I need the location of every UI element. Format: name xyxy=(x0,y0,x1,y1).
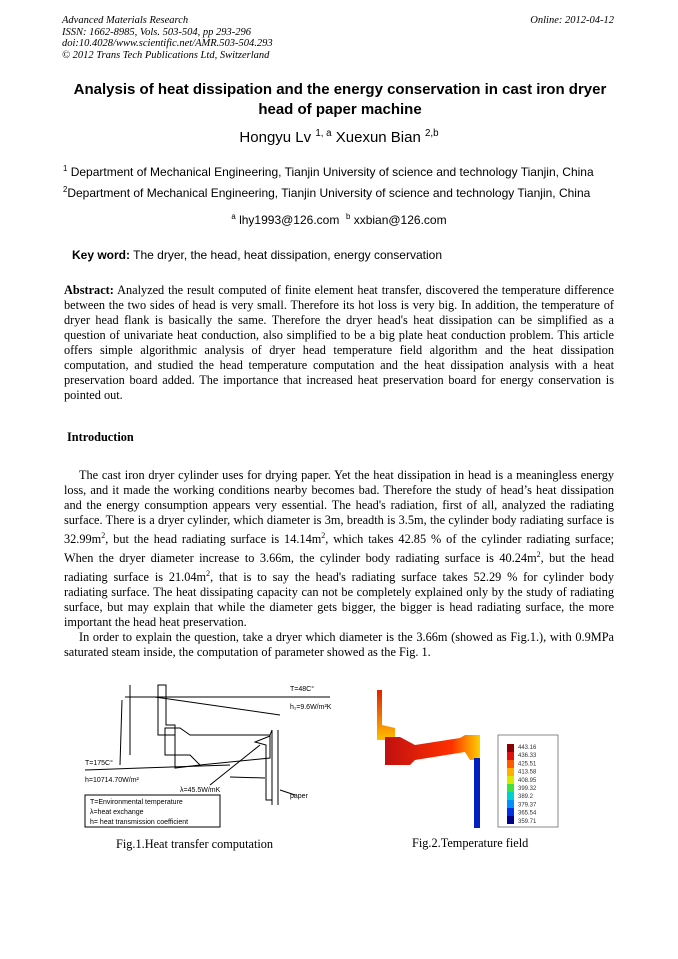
sup: 2 xyxy=(206,569,211,579)
scale-swatch xyxy=(507,760,514,768)
author-1: Hongyu Lv xyxy=(239,129,312,146)
label-t-in: T=175C° xyxy=(85,760,113,767)
abstract xyxy=(64,283,614,403)
scale-label: 389.2 xyxy=(518,794,534,801)
text: , but the head radiating surface is 14.14m xyxy=(105,532,322,547)
authors xyxy=(0,128,678,146)
legend-line: T=Environmental temperature xyxy=(90,799,183,806)
aff-text: Department of Mechanical Engineering, Tianjin University of science and technology Tianjin, China xyxy=(67,186,591,200)
abstract-label: Abstract: xyxy=(64,283,114,297)
affiliation-2 xyxy=(63,185,590,200)
scale-label: 408.95 xyxy=(518,777,537,784)
online-date: Online: 2012-04-12 xyxy=(530,15,614,26)
keywords-label: Key word: xyxy=(72,248,131,262)
scale-swatch xyxy=(507,752,514,760)
scale-label: 379.37 xyxy=(518,802,537,809)
fe-flange xyxy=(377,690,395,740)
scale-label: 365.54 xyxy=(518,810,537,817)
text: , but the head radiating surface is 21.04m xyxy=(64,551,614,585)
paper-title: Analysis of heat dissipation and the energy conservation in cast iron dryer head of paper machine xyxy=(73,81,607,118)
scale-label: 443.16 xyxy=(518,745,537,751)
paragraph-2: In order to explain the question, take a dryer which diameter is the 3.66m (showed as Fig.1.), with 0.9MPa saturated steam inside, the computation of parameter showed as the Fig. 1. xyxy=(64,630,614,660)
text: The cast iron dryer cylinder uses for drying paper. Yet the heat dissipation in head is a meaningless energy loss, and it made the working conditions nearby becomes bad. Therefore the study of head’s heat dissipation and the energy consumption appears very essential. The head's radiation, first of all, analyzed the radiating surface. There is a dryer cylinder, which diameter is 3m, breadth is 3.5m, the cylinder body radiating surface is 32.99m xyxy=(64,468,614,547)
fig2-temperature-field xyxy=(360,680,560,830)
sup: 2 xyxy=(101,531,106,540)
fe-shell xyxy=(474,758,480,828)
email-b: xxbian@126.com xyxy=(353,213,447,227)
journal-name: Advanced Materials Research xyxy=(62,15,189,26)
author-1-sup: 1, a xyxy=(315,128,332,139)
fig1-diagram xyxy=(80,680,340,830)
aff-num: 2 xyxy=(63,185,68,194)
email-sup: b xyxy=(346,212,351,221)
email-sup: a xyxy=(231,212,236,221)
scale-label: 425.51 xyxy=(518,761,537,768)
intro-body xyxy=(64,468,614,660)
scale-swatch xyxy=(507,784,514,792)
scale-swatch xyxy=(507,792,514,800)
keywords xyxy=(72,248,442,262)
scale-label: 359.71 xyxy=(518,818,537,825)
aff-text: Department of Mechanical Engineering, Tianjin University of science and technology Tianjin, China xyxy=(70,165,594,179)
sup: 2 xyxy=(536,550,541,560)
keywords-text: The dryer, the head, heat dissipation, energy conservation xyxy=(133,248,442,262)
doi: doi:10.4028/www.scientific.net/AMR.503-504.293 xyxy=(62,38,273,49)
copyright: © 2012 Trans Tech Publications Ltd, Switzerland xyxy=(62,49,270,61)
author-2: Xuexun Bian xyxy=(335,129,421,146)
author-2-sup: 2,b xyxy=(425,128,439,139)
label-paper: paper xyxy=(290,793,308,800)
fig1-caption: Fig.1.Heat transfer computation xyxy=(116,837,274,851)
scale-label: 413.58 xyxy=(518,769,537,776)
section-heading: Introduction xyxy=(67,430,134,444)
text: , which takes 42.85 % of the cylinder radiating surface; When the dryer diameter increase to 3.66m, the cylinder body radiating surface is 40.24m xyxy=(64,532,614,566)
journal-info xyxy=(62,15,273,61)
scale-label: 399.32 xyxy=(518,786,537,792)
affiliation-1 xyxy=(63,164,594,179)
label-lambda: λ=45.5W/mK xyxy=(180,787,221,794)
text: , that is to say the head's radiating surface takes 52.29 % for cylinder body radiating surface. The heat dissipating capacity can not be completely explained only by the study of radiating surface, but may explain that while the diameter gets bigger, the bigger is head radiating surface, the more important the head heat preservation. xyxy=(64,570,614,630)
label-h-out: h₁=9.6W/m²K xyxy=(290,704,332,711)
scale-swatch xyxy=(507,808,514,816)
scale-label: 436.33 xyxy=(518,753,537,760)
sup: 2 xyxy=(321,531,326,540)
fe-head xyxy=(385,735,480,765)
legend-line: h= heat transmission coefficient xyxy=(90,819,189,826)
fig2-caption: Fig.2.Temperature field xyxy=(412,836,529,850)
email-a: lhy1993@126.com xyxy=(239,213,340,227)
scale-swatch xyxy=(507,776,514,784)
issn: ISSN: 1662-8985, Vols. 503-504, pp 293-296 xyxy=(62,26,251,38)
scale-swatch xyxy=(507,816,514,824)
legend-line: λ=heat exchange xyxy=(90,809,144,816)
label-h-in: h=10714.70W/m² xyxy=(85,777,139,784)
scale-swatch xyxy=(507,768,514,776)
label-t-out: T=48C° xyxy=(290,686,315,693)
scale-swatch xyxy=(507,744,514,752)
abstract-text: Analyzed the result computed of finite element heat transfer, discovered the temperature difference between the two sides of head is very small. Therefore its hot loss is very big. In addition, the temperature of dryer head flank is basically the same. Therefore the dryer head's heat dissipation can be simplified as a question of univariate heat conduction, also simplified to be a big plate heat conduction problem. This article offers simple algorithmic analysis of dryer head temperature field algorithm and the heat dissipation computation, and studied the head temperature computation and the heat dissipation analysis with a heat preservation board added. The importance that increased heat preservation board for energy conservation is pointed out. xyxy=(64,283,614,402)
scale-swatch xyxy=(507,800,514,808)
paragraph-1 xyxy=(64,468,614,630)
aff-num: 1 xyxy=(63,164,68,173)
emails xyxy=(0,212,678,227)
